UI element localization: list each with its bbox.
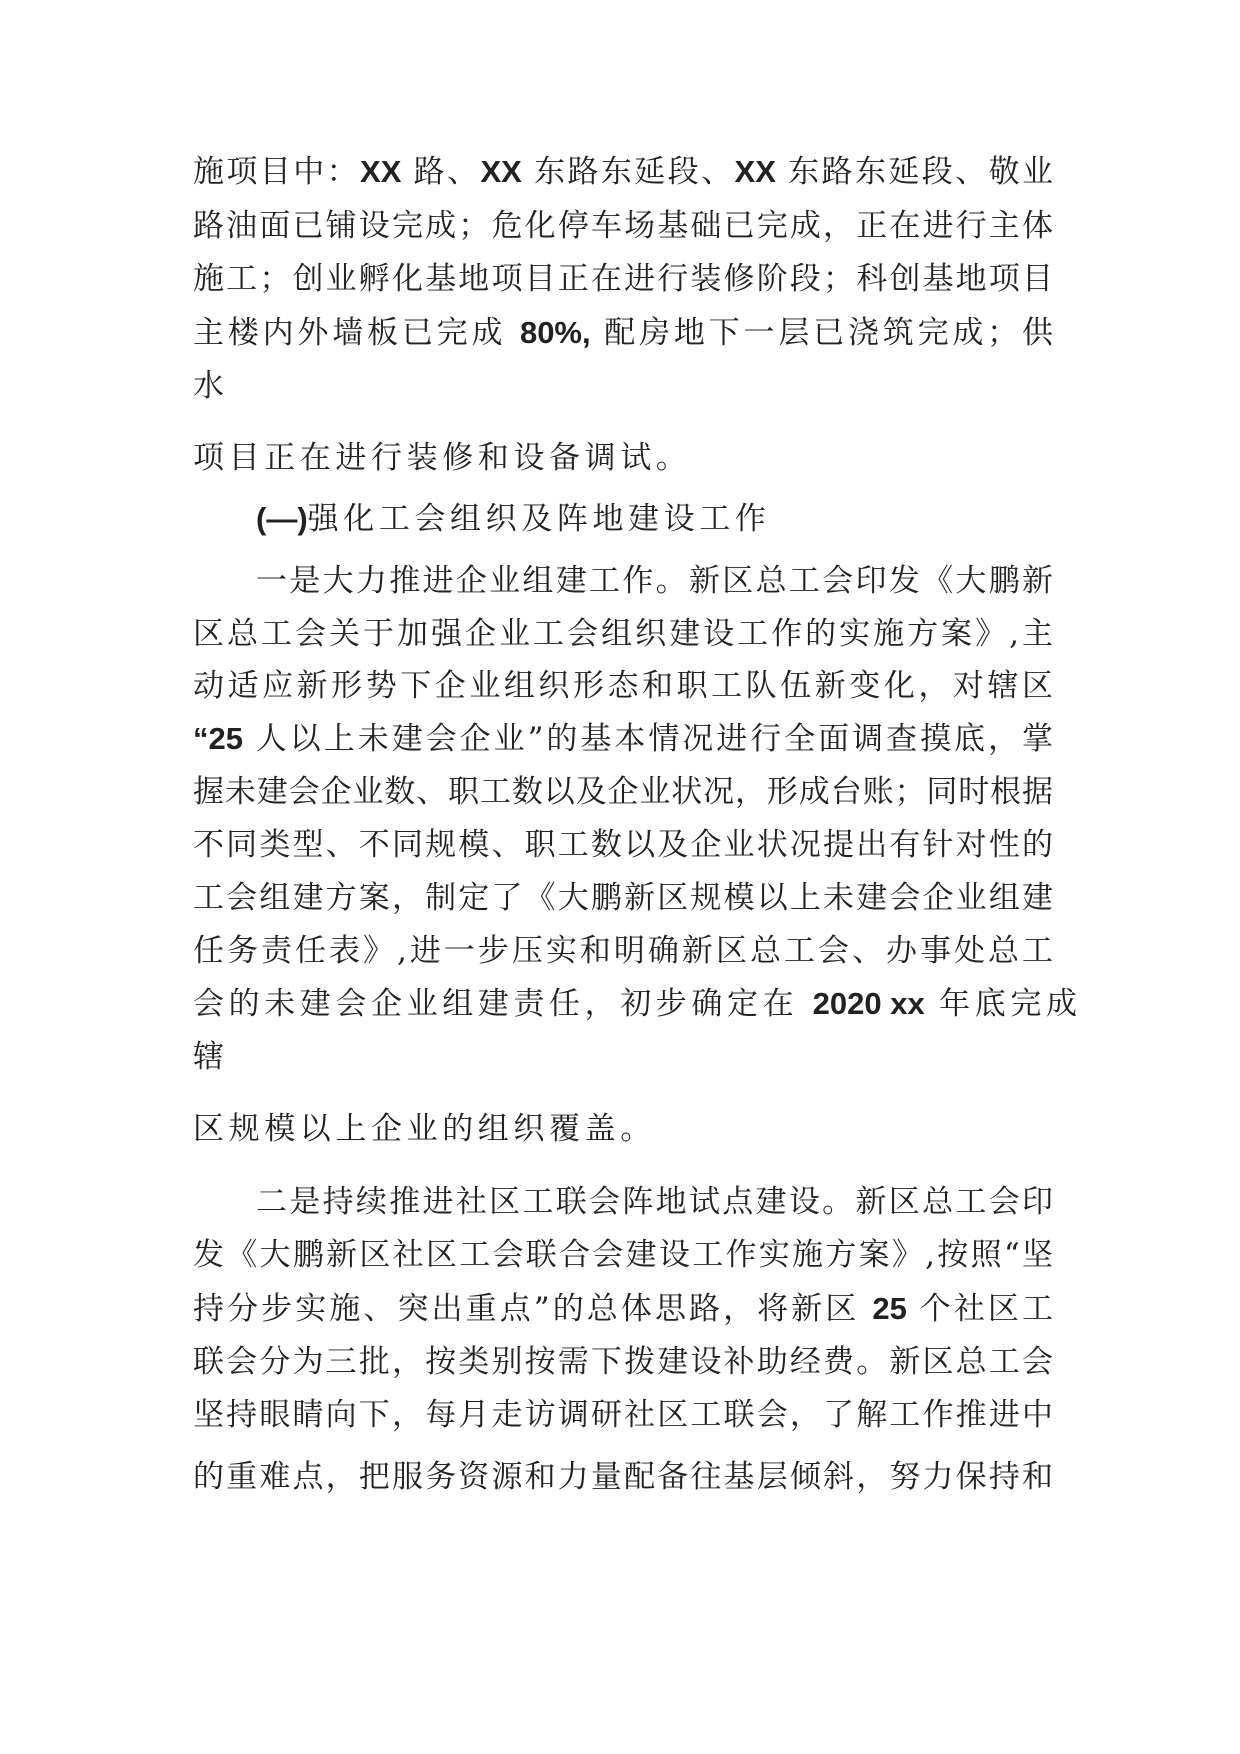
text-line: 辖 (193, 1039, 229, 1075)
text-line: 坚持眼睛向下，每月走访调研社区工联会，了解工作推进中 (193, 1397, 1053, 1433)
section-heading: (—)强化工会组织及阵地建设工作 (256, 501, 771, 537)
text-line: 工会组建方案，制定了《大鹏新区规模以上未建会企业组建 (193, 880, 1053, 916)
text-line: 项目正在进行装修和设备调试。 (193, 440, 692, 476)
text-line: 发《大鹏新区社区工会联合会建设工作实施方案》,按照“坚 (193, 1237, 1053, 1273)
text-line: 施项目中：XX 路、XX 东路东延段、XX 东路东延段、敬业 (193, 154, 1053, 190)
text-line: 一是大力推进企业组建工作。新区总工会印发《大鹏新 (256, 563, 1053, 599)
text-line: 握未建会企业数、职工数以及企业状况，形成台账；同时根据 (193, 774, 1053, 810)
text-line: 任务责任表》,进一步压实和明确新区总工会、办事处总工 (193, 933, 1053, 969)
text-line: 施工；创业孵化基地项目正在进行装修阶段；科创基地项目 (193, 261, 1053, 297)
text-line: 的重难点，把服务资源和力量配备往基层倾斜，努力保持和 (193, 1459, 1053, 1495)
text-line: “25 人以上未建会企业”的基本情况进行全面调查摸底，掌 (193, 721, 1053, 757)
text-line: 会的未建会企业组建责任，初步确定在 2020 xx 年底完成 (193, 986, 1082, 1022)
text-line: 区规模以上企业的组织覆盖。 (193, 1111, 656, 1147)
text-line: 不同类型、不同规模、职工数以及企业状况提出有针对性的 (193, 827, 1053, 863)
text-line: 区总工会关于加强企业工会组织建设工作的实施方案》,主 (193, 616, 1053, 652)
text-line: 水 (193, 368, 229, 404)
text-line: 动适应新形势下企业组织形态和职工队伍新变化，对辖区 (193, 668, 1053, 704)
text-line: 持分步实施、突出重点”的总体思路，将新区 25 个社区工 (193, 1291, 1053, 1327)
text-line: 二是持续推进社区工联会阵地试点建设。新区总工会印 (256, 1184, 1053, 1220)
text-line: 主楼内外墙板已完成 80%, 配房地下一层已浇筑完成；供 (193, 315, 1053, 351)
text-line: 联会分为三批，按类别按需下拨建设补助经费。新区总工会 (193, 1344, 1053, 1380)
text-line: 路油面已铺设完成；危化停车场基础已完成，正在进行主体 (193, 208, 1053, 244)
